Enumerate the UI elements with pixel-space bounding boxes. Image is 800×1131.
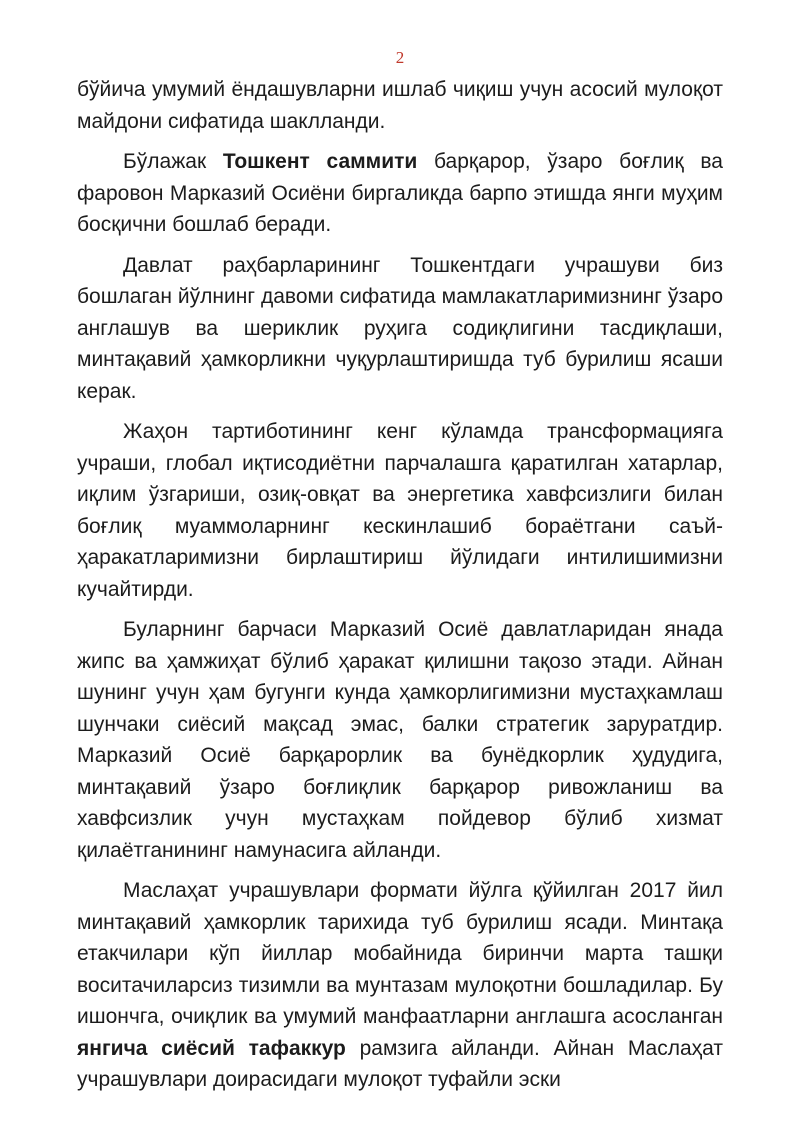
paragraph-text: Бўлажак: [123, 150, 223, 173]
paragraph-text: рамзига айланди. Айнан Маслаҳат учрашувлари доирасидаги мулоқот туфайли эски: [77, 1036, 723, 1091]
paragraph-text: Жаҳон тартиботининг кенг кўламда трансформацияга учраши, глобал иқтисодиётни парчалашга қаратилган хатарлар, иқлим ўзгариши, озиқ-овқат ва энергетика хавфсизлиги билан боғлиқ муаммоларнинг кескинлашиб бораётгани саъй-ҳаракатларимизни бирлаштириш йўлидаги интилишимизни кучайтирди.: [77, 420, 723, 601]
paragraph-text: Маслаҳат учрашувлари формати йўлга қўйилган 2017 йил минтақавий ҳамкорлик тарихида туб бурилиш ясади. Минтақа етакчилари кўп йиллар мобайнида биринчи марта ташқи воситачиларсиз тизимли ва мунтазам мулоқотни бошладилар. Бу ишончга, очиқлик ва умумий манфаатларни англашга асосланган: [77, 879, 723, 1028]
paragraph: [77, 146, 723, 241]
bold-phrase: Тошкент саммити: [222, 150, 418, 173]
page-number: 2: [395, 48, 405, 67]
paragraph: [77, 614, 723, 866]
paragraph: [77, 250, 723, 408]
paragraph: [77, 74, 723, 137]
paragraph-text: Буларнинг барчаси Марказий Осиё давлатларидан янада жипс ва ҳамжиҳат бўлиб ҳаракат қилишни тақозо этади. Айнан шунинг учун ҳам бугунги кунда ҳамкорлигимизни мустаҳкамлаш шунчаки сиёсий мақсад эмас, балки стратегик заруратдир. Марказий Осиё барқарорлик ва бунёдкорлик ҳудудига, минтақавий ўзаро боғлиқлик барқарор ривожланиш ва хавфсизлик учун мустаҳкам пойдевор бўлиб хизмат қилаётганининг намунасига айланди.: [77, 618, 723, 862]
paragraph-text: барқарор, ўзаро боғлиқ ва фаровон Марказий Осиёни биргаликда барпо этишда янги муҳим босқични бошлаб беради.: [77, 150, 723, 236]
paragraph-text: бўйича умумий ёндашувларни ишлаб чиқиш учун асосий мулоқот майдони сифатида шаклланди.: [77, 78, 723, 133]
bold-phrase: янгича сиёсий тафаккур: [77, 1036, 346, 1060]
page-content: [77, 74, 723, 1105]
paragraph-text: Давлат раҳбарларининг Тошкентдаги учрашуви биз бошлаган йўлнинг давоми сифатида мамлакатларимизнинг ўзаро англашув ва шериклик руҳига содиқлигини тасдиқлаши, минтақавий ҳамкорликни чуқурлаштиришда туб бурилиш ясаши керак.: [77, 253, 723, 403]
paragraph: [77, 416, 723, 605]
paragraph: [77, 875, 723, 1096]
